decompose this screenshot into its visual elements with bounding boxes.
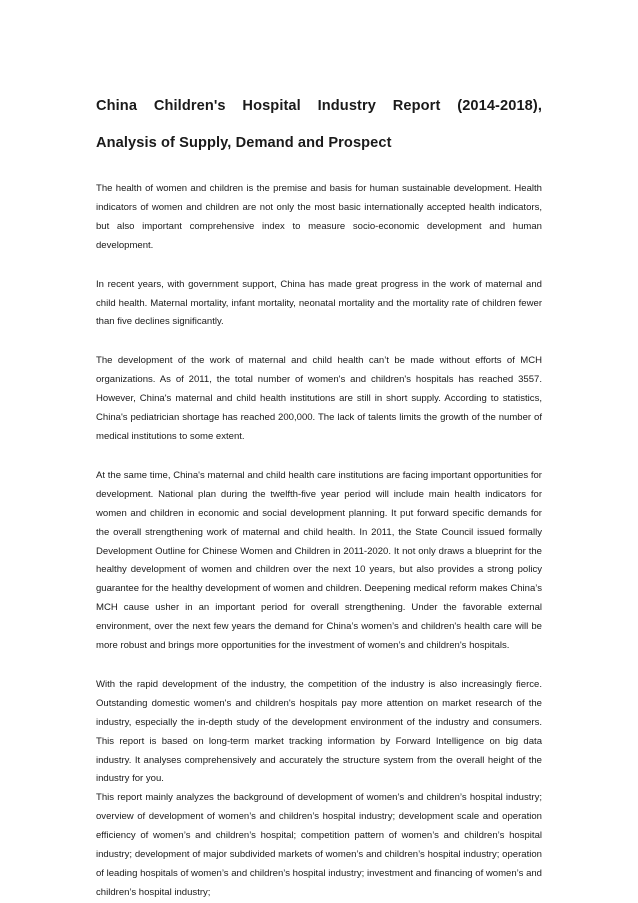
document-page	[96, 88, 542, 903]
paragraph-health-premise: The health of women and children is the premise and basis for human sustainable development. Health indicators of women and children are not only the most basic internationally accepted health indicators, but also important comprehensive index to measure socio-economic development and human development.	[96, 183, 542, 251]
document-title: China Children's Hospital Industry Report (2014-2018), Analysis of Supply, Demand and Prospect	[96, 98, 542, 151]
paragraph-development-opportunities: At the same time, China's maternal and child health care institutions are facing important opportunities for development. National plan during the twelfth-five year period will include main health indicators for women and children in economic and social development planning. It put forward specific demands for the overall strengthening work of maternal and child health. In 2011, the State Council issued formally Development Outline for Chinese Women and Children in 2011-2020. It not only draws a blueprint for the healthy development of women and children over the next 10 years, but also provides a strong policy guarantee for the healthy development of women and children. Deepening medical reform makes China’s MCH cause usher in an important period for overall strengthening. Under the favorable external environment, over the next few years the demand for China’s women’s and children's health care will be more robust and brings more opportunities for the investment of women’s and children's hospitals.	[96, 469, 542, 652]
paragraph-government-support: In recent years, with government support, China has made great progress in the work of maternal and child health. Maternal mortality, infant mortality, neonatal mortality and the mortality rate of children fewer than five declines significantly.	[96, 278, 542, 328]
paragraph-report-scope: This report mainly analyzes the background of development of women’s and children’s hospital industry; overview of development of women’s and children’s hospital industry; development scale and operation efficiency of women’s and children’s hospital; competition pattern of women’s and children’s hospital industry; development of major subdivided markets of women’s and children’s hospital industry; operation of leading hospitals of women’s and children’s hospital industry; investment and financing of women’s and children’s hospital industry;	[96, 792, 542, 898]
paragraph-industry-competition: With the rapid development of the industry, the competition of the industry is also increasingly fierce. Outstanding domestic women's and children's hospitals pay more attention on market research of the industry, especially the in-depth study of the development environment of the industry and consumers. This report is based on long-term market tracking information by Forward Intelligence on big data industry. It analyses comprehensively and accurately the structure system from the overall height of the industry for you.	[96, 678, 542, 785]
paragraph-mch-organizations: The development of the work of maternal and child health can’t be made without efforts of MCH organizations. As of 2011, the total number of women's and children's hospitals has reached 3557. However, China's maternal and child health institutions are still in short supply. According to statistics, China's pediatrician shortage has reached 200,000. The lack of talents limits the growth of the number of medical institutions to some extent.	[96, 355, 542, 442]
